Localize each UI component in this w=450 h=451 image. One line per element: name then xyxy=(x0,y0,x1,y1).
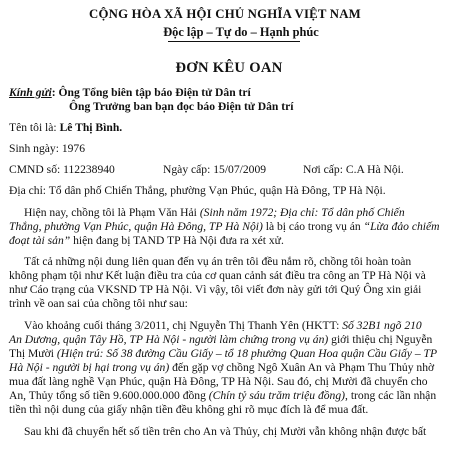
para1-charge-2: đoạt tài sản” xyxy=(9,234,71,247)
date-of-birth: Sinh ngày: 1976 xyxy=(9,142,86,155)
recipient-colon: : xyxy=(51,86,56,99)
para2-line-3: như Cáo trạng của VKSND TP Hà Nội. Vì vậy, tôi viết đơn này gửi tới Quý Ông xin giải xyxy=(9,283,422,296)
para3-line-7: tiền thì nội dung của giấy nhận tiền đều không ghi rõ mục đích là để mua đất. xyxy=(9,403,369,416)
recipient-line-1 xyxy=(9,86,251,100)
para1-line-1 xyxy=(24,206,405,220)
para1-charge-1: “Lừa đảo chiếm xyxy=(363,220,440,233)
para3-text-3: Thị Mười xyxy=(9,347,57,360)
applicant-name: Lê Thị Bình. xyxy=(59,121,123,134)
para3-line-1 xyxy=(24,319,422,333)
para1-text: Hiện nay, chồng tôi là Phạm Văn Hải xyxy=(24,206,200,219)
national-motto: Độc lập – Tự do – Hạnh phúc xyxy=(163,25,319,39)
para2-line-1: Tất cả những nội dung liên quan đến vụ án trên tôi đều nắm rõ, chồng tôi hoàn toàn xyxy=(24,255,412,268)
para1-text-2: là bị cáo trong vụ án xyxy=(262,220,364,233)
recipient-editor: Ông Tổng biên tập báo Điện tử Dân trí xyxy=(55,86,251,99)
name-line xyxy=(9,121,122,135)
document-title: ĐƠN KÊU OAN xyxy=(175,60,283,76)
national-title: CỘNG HÒA XÃ HỘI CHỦ NGHĨA VIỆT NAM xyxy=(89,7,361,21)
para3-text-4: đến gặp vợ chồng Ngô Xuân An và Phạm Thu Thủy nhờ xyxy=(169,361,435,374)
id-issue-date: Ngày cấp: 15/07/2009 xyxy=(163,163,267,176)
para3-italic-4: Hà Nội - người bị hại trong vụ án) xyxy=(9,361,170,374)
name-label: Tên tôi là: xyxy=(9,121,60,134)
para3-text-2: giới thiệu chị Nguyễn xyxy=(328,333,433,346)
para2-line-4: trình về oan sai của chồng tôi như sau: xyxy=(9,297,188,310)
id-issue-place: Nơi cấp: C.A Hà Nội. xyxy=(303,163,404,176)
para3-line-6 xyxy=(9,389,436,403)
para3-line-2 xyxy=(9,333,432,347)
para1-line-3 xyxy=(9,234,284,248)
id-card-number: CMND số: 112238940 xyxy=(9,163,115,176)
recipient-reader-desk: Ông Trưởng ban bạn đọc báo Điện tử Dân trí xyxy=(69,100,294,113)
para1-italic: (Sinh năm 1972; Địa chỉ: Tổ dân phố Chiến xyxy=(199,206,405,219)
para3-italic-1: Số 32B1 ngõ 210 xyxy=(342,319,422,332)
para3-line-3 xyxy=(9,347,437,361)
para1-italic-address: Thắng, phường Vạn Phúc, quận Hà Đông, TP Hà Nội) xyxy=(9,220,263,233)
para4-line-1: Sau khi đã chuyển hết số tiền trên cho An và Thủy, chị Mười vẫn không nhận được bất xyxy=(24,425,427,438)
address: Địa chỉ: Tổ dân phố Chiến Thắng, phường Vạn Phúc, quận Hà Đông, TP Hà Nội. xyxy=(9,184,386,197)
para3-text-1: Vào khoảng cuối tháng 3/2011, chị Nguyễn Thị Thanh Yên (HKTT: xyxy=(24,319,343,332)
motto-underline xyxy=(168,41,300,42)
para3-italic-3: (Hiện trú: Số 38 đường Cầu Giấy – tổ 18 phường Quan Hoa quận Cầu Giấy – TP xyxy=(56,347,438,360)
para3-line-4 xyxy=(9,361,434,375)
para1-text-3: hiện đang bị TAND TP Hà Nội đưa ra xét xử. xyxy=(70,234,284,247)
para2-line-2: không phạm tội như Kết luận điều tra của cơ quan cảnh sát điều tra công an TP Hà Nội và xyxy=(9,269,426,282)
para1-line-2 xyxy=(9,220,440,234)
para3-line-5: mua đất làng nghề Vạn Phúc, quận Hà Đông, TP Hà Nội. Sau đó, chị Mười đã chuyển cho xyxy=(9,375,428,388)
para3-amount-words: (Chín tỷ sáu trăm triệu đồng) xyxy=(208,389,346,402)
para3-amount: An, Thủy tổng số tiền 9.600.000.000 đồng xyxy=(9,389,209,402)
recipient-label: Kính gửi xyxy=(9,86,52,99)
para3-text-6: , trong các lần nhận xyxy=(345,389,437,402)
para3-italic-2: An Dương, quận Tây Hồ, TP Hà Nội - người làm chứng trong vụ án) xyxy=(9,333,329,346)
